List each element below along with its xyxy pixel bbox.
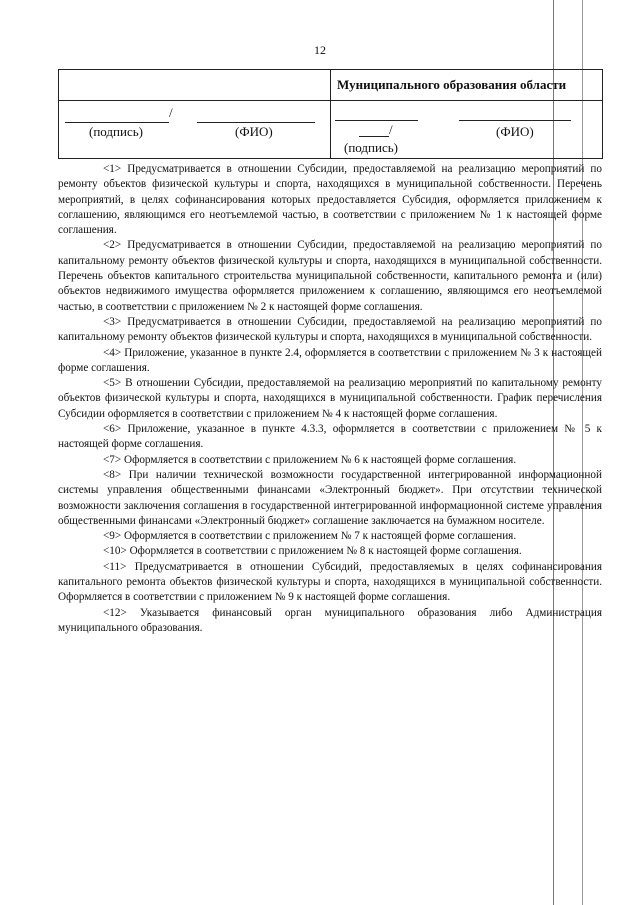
- footnote: <5> В отношении Субсидии, предоставляемой на реализацию мероприятий по капитальному ремонту объектов физической культуры и спорта, находящихся в муниципальной собственности. График перечисления Субсидии оформляется в соответствии с приложением № 4 к настоящей форме соглашения.: [58, 377, 602, 420]
- fio-label: (ФИО): [496, 124, 534, 139]
- footnote: <2> Предусматривается в отношении Субсидии, предоставляемой на реализацию мероприятий по капитальному ремонту объектов физической культуры и спорта, находящихся в муниципальной собственности. Перечень объектов капитального строительства муниципальной собственности, капитального ремонта и (или) объектов недвижимого имущества оформляется приложением к соглашению, являющимся его неотъемлемой частью, в соответствии с приложением № 2 к настоящей форме соглашения.: [58, 239, 602, 313]
- footnote: <3> Предусматривается в отношении Субсидии, предоставляемой на реализацию мероприятий по капитальному ремонту объектов физической культуры и спорта, находящихся в муниципальной собственности.: [58, 315, 602, 344]
- page-number: 12: [314, 43, 326, 57]
- footnote: <11> Предусматривается в отношении Субсидий, предоставляемых в целях софинансирования капитального ремонта объектов физической культуры и спорта, находящихся в муниципальной собственности. Оформляется в соответствии с приложением № 9 к настоящей форме соглашения.: [58, 560, 602, 604]
- signature-label: (подпись): [344, 140, 398, 155]
- footnote: <12> Указывается финансовый орган муниципального образования либо Администрация муниципального образования.: [58, 606, 602, 634]
- signature-slash: /: [169, 105, 173, 120]
- fio-label: (ФИО): [235, 124, 273, 139]
- footnote: <8> При наличии технической возможности государственной интегрированной информационной системы управления общественными финансами «Электронный бюджет». При отсутствии технической возможности заключения соглашения в государственной интегрированной информационной системе управления общественными финансами «Электронный бюджет» соглашение заключается на бумажном носителе.: [58, 468, 602, 527]
- signature-header: Муниципального образования области: [337, 77, 567, 92]
- footnotes: [58, 162, 602, 636]
- signature-line: [335, 120, 418, 121]
- footnote: <4> Приложение, указанное в пункте 2.4, оформляется в соответствии с приложением № 3 к настоящей форме соглашения.: [58, 346, 602, 374]
- signature-line: [65, 122, 169, 123]
- signature-line: [359, 136, 389, 137]
- fio-line: [459, 120, 571, 121]
- footnote: <6> Приложение, указанное в пункте 4.3.3, оформляется в соответствии с приложением № 5 к настоящей форме соглашения.: [58, 423, 602, 451]
- footnote: <1> Предусматривается в отношении Субсидии, предоставляемой на реализацию мероприятий по ремонту объектов физической культуры и спорта, находящихся в муниципальной собственности. Перечень мероприятий, в целях софинансирования которых предоставляется Субсидия, оформляется приложением к соглашению, являющимся его неотъемлемой частью, в соответствии с приложением № 1 к настоящей форме соглашения.: [58, 163, 602, 237]
- footnote: <9> Оформляется в соответствии с приложением № 7 к настоящей форме соглашения.: [103, 530, 517, 543]
- footnote: <10> Оформляется в соответствии с приложением № 8 к настоящей форме соглашения.: [103, 545, 522, 558]
- fio-line: [197, 122, 315, 123]
- table-divider: [330, 70, 331, 158]
- footnote: <7> Оформляется в соответствии с приложением № 6 к настоящей форме соглашения.: [103, 453, 517, 466]
- signature-table: [58, 69, 603, 159]
- signature-label: (подпись): [89, 124, 143, 139]
- signature-slash: /: [389, 122, 393, 137]
